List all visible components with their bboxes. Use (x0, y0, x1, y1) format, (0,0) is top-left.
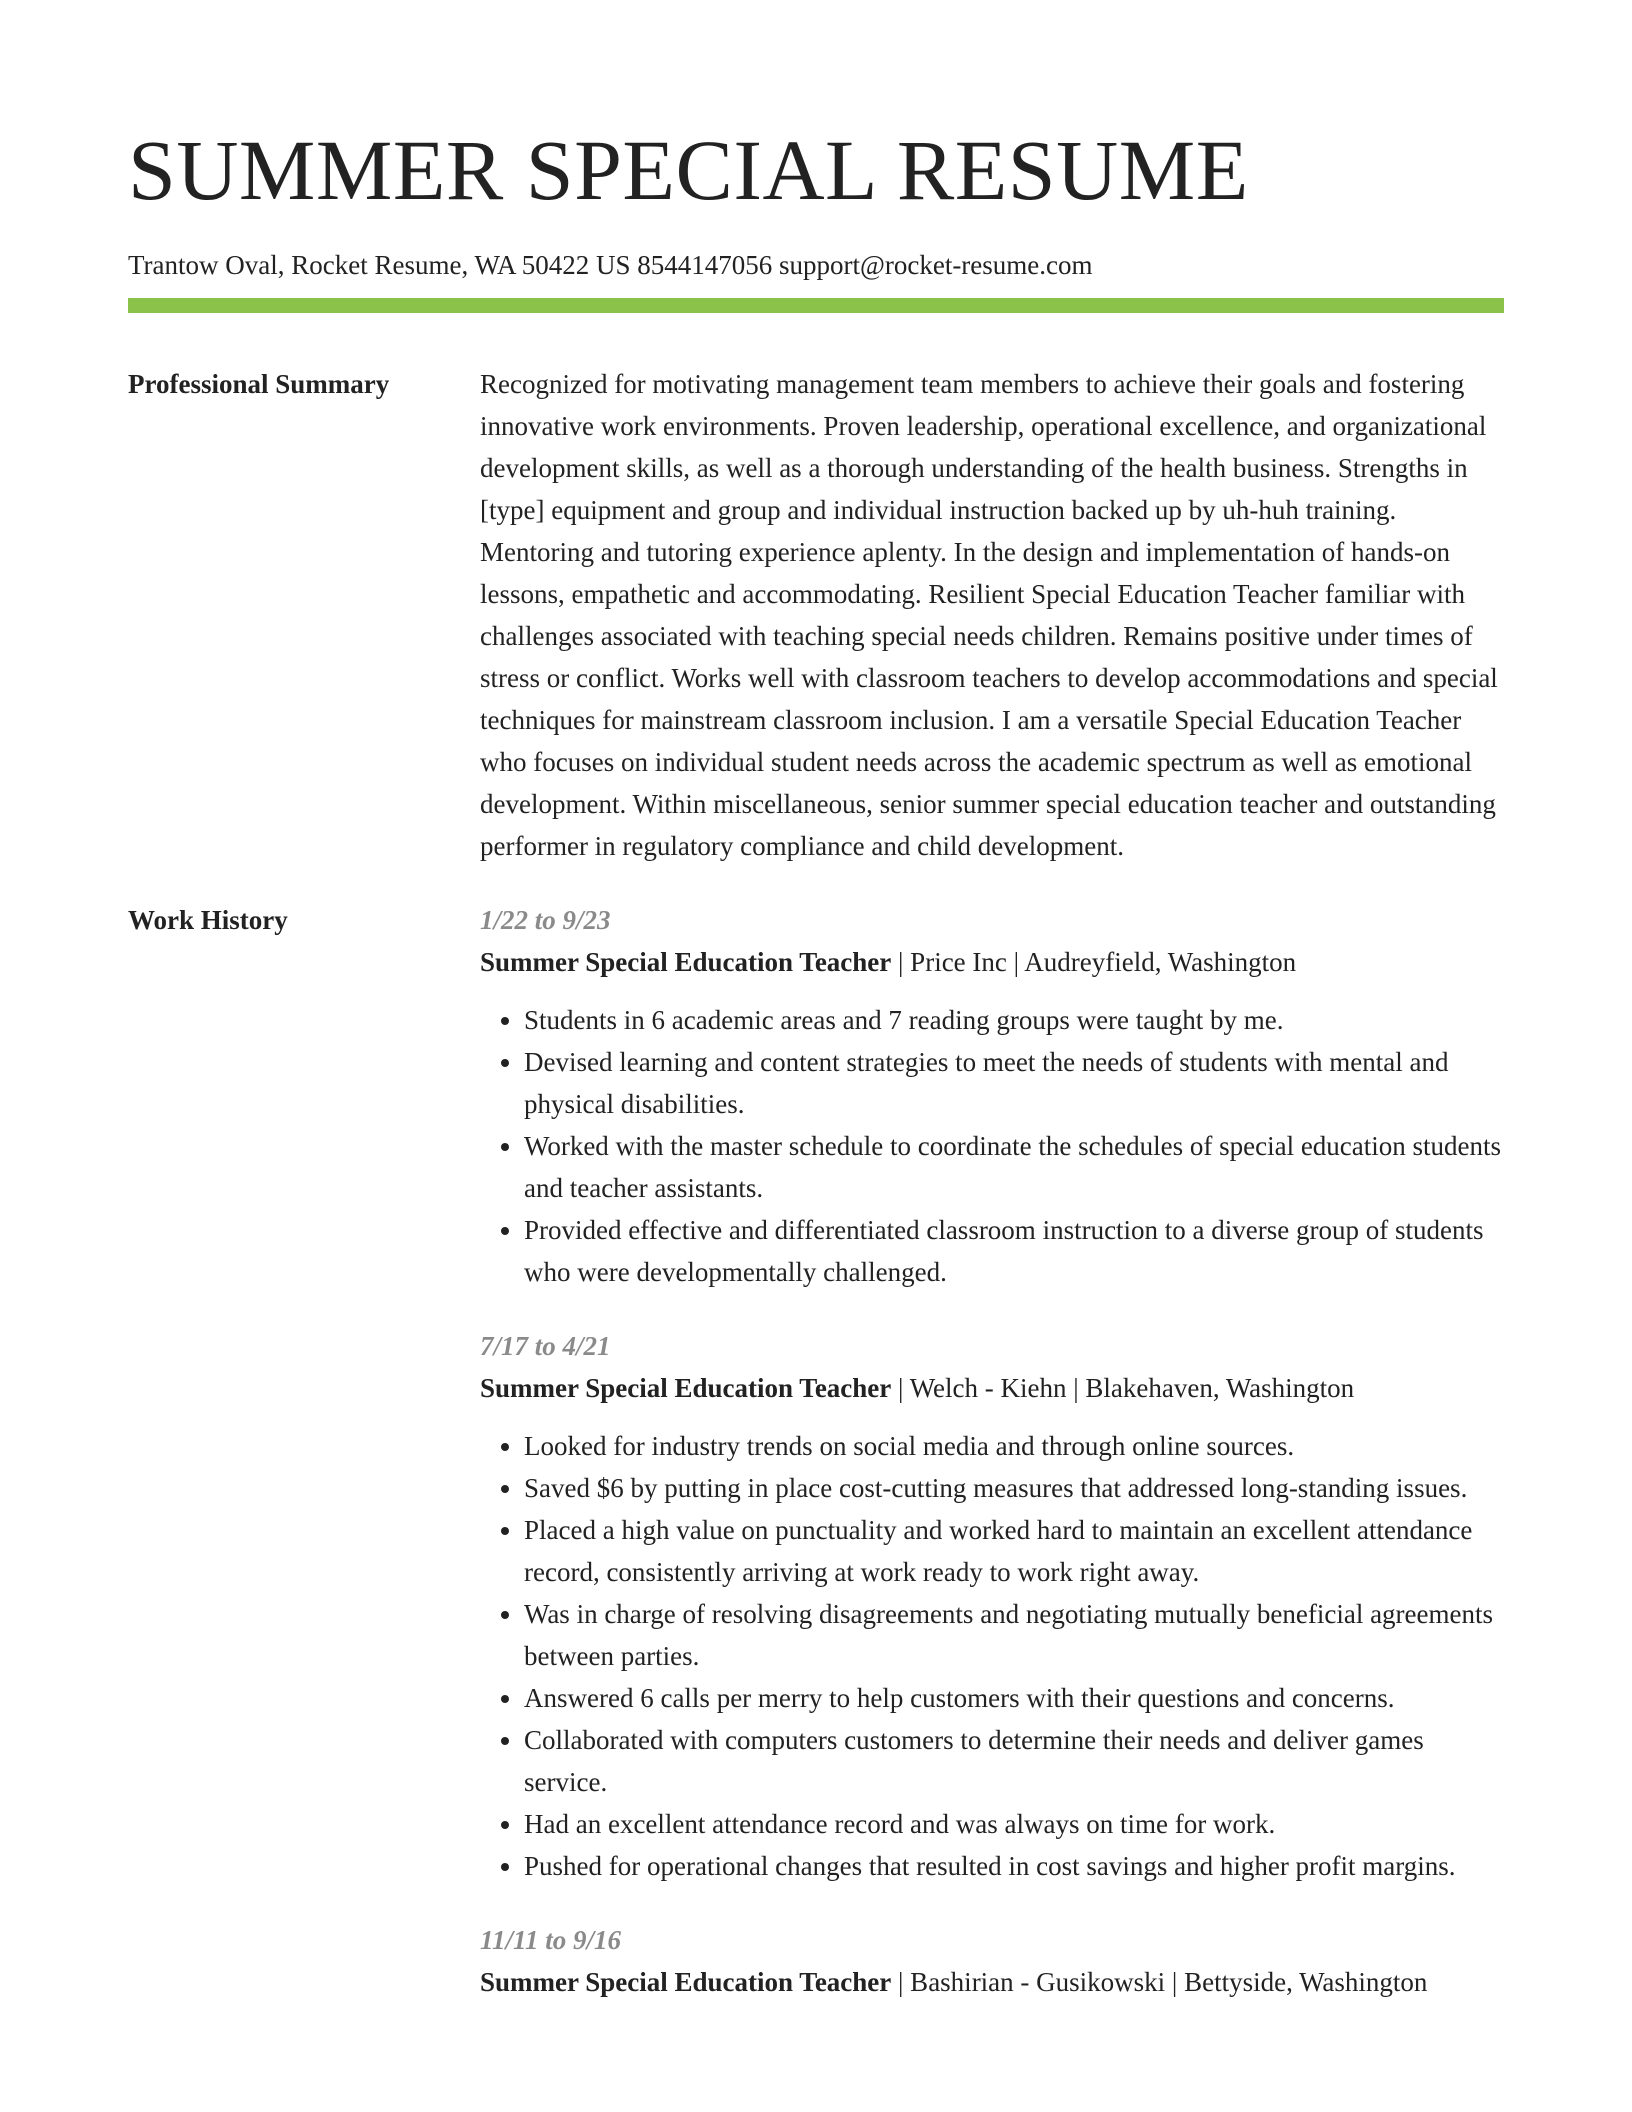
work-history-section (128, 899, 1504, 2035)
job-list (480, 899, 1504, 2035)
job-bullet: • Answered 6 calls per merry to help customers with their questions and concerns. (524, 1677, 1504, 1719)
job-bullet-list (480, 1425, 1504, 1887)
job-dates: 1/22 to 9/23 (480, 905, 611, 935)
job-title-line (480, 1961, 1504, 2003)
job-bullet: • Provided effective and differentiated classroom instruction to a diverse group of students who were developmentally challenged. (524, 1209, 1504, 1293)
job-entry (480, 1919, 1504, 2003)
job-title: Summer Special Education Teacher (480, 947, 892, 977)
job-bullet: • Students in 6 academic areas and 7 reading groups were taught by me. (524, 999, 1504, 1041)
job-bullet: • Placed a high value on punctuality and worked hard to maintain an excellent attendance record, consistently arriving at work ready to work right away. (524, 1509, 1504, 1593)
job-title: Summer Special Education Teacher (480, 1967, 892, 1997)
job-bullet: • Pushed for operational changes that resulted in cost savings and higher profit margins. (524, 1845, 1504, 1887)
summary-heading: Professional Summary (128, 369, 390, 399)
resume-name: SUMMER SPECIAL RESUME (128, 122, 1249, 218)
accent-divider (128, 298, 1504, 313)
job-bullet: • Was in charge of resolving disagreements and negotiating mutually beneficial agreements between parties. (524, 1593, 1504, 1677)
resume-page (128, 120, 1504, 2035)
job-entry (480, 899, 1504, 1293)
summary-text: Recognized for motivating management team members to achieve their goals and fostering innovative work environments. Proven leadership, operational excellence, and organizational development skills, as well as a thorough understanding of the health business. Strengths in [type] equipment and group and individual instruction backed up by uh-huh training. Mentoring and tutoring experience aplenty. In the design and implementation of hands-on lessons, empathetic and accommodating. Resilient Special Education Teacher familiar with challenges associated with teaching special needs children. Remains positive under times of stress or conflict. Works well with classroom teachers to develop accommodations and special techniques for mainstream classroom inclusion. I am a versatile Special Education Teacher who focuses on individual student needs across the academic spectrum as well as emotional development. Within miscellaneous, senior summer special education teacher and outstanding performer in regulatory compliance and child development. (480, 369, 1498, 861)
job-dates: 7/17 to 4/21 (480, 1331, 611, 1361)
job-company-location: | Welch - Kiehn | Blakehaven, Washington (891, 1373, 1355, 1403)
job-bullet: • Worked with the master schedule to coordinate the schedules of special education students and teacher assistants. (524, 1125, 1504, 1209)
job-title-line (480, 1367, 1504, 1409)
job-company-location: | Price Inc | Audreyfield, Washington (891, 947, 1297, 977)
work-history-heading: Work History (128, 905, 288, 935)
summary-section (128, 363, 1504, 867)
contact-line: Trantow Oval, Rocket Resume, WA 50422 US 8544147056 support@rocket-resume.com (128, 250, 1093, 280)
job-title-line (480, 941, 1504, 983)
job-title: Summer Special Education Teacher (480, 1373, 892, 1403)
job-dates: 11/11 to 9/16 (480, 1925, 622, 1955)
job-bullet: • Had an excellent attendance record and was always on time for work. (524, 1803, 1504, 1845)
job-bullet-list (480, 999, 1504, 1293)
job-bullet: • Saved $6 by putting in place cost-cutting measures that addressed long-standing issues. (524, 1467, 1504, 1509)
job-entry (480, 1325, 1504, 1887)
job-bullet: • Devised learning and content strategies to meet the needs of students with mental and physical disabilities. (524, 1041, 1504, 1125)
job-bullet: • Looked for industry trends on social media and through online sources. (524, 1425, 1504, 1467)
job-bullet: • Collaborated with computers customers to determine their needs and deliver games service. (524, 1719, 1504, 1803)
job-company-location: | Bashirian - Gusikowski | Bettyside, Washington (891, 1967, 1428, 1997)
